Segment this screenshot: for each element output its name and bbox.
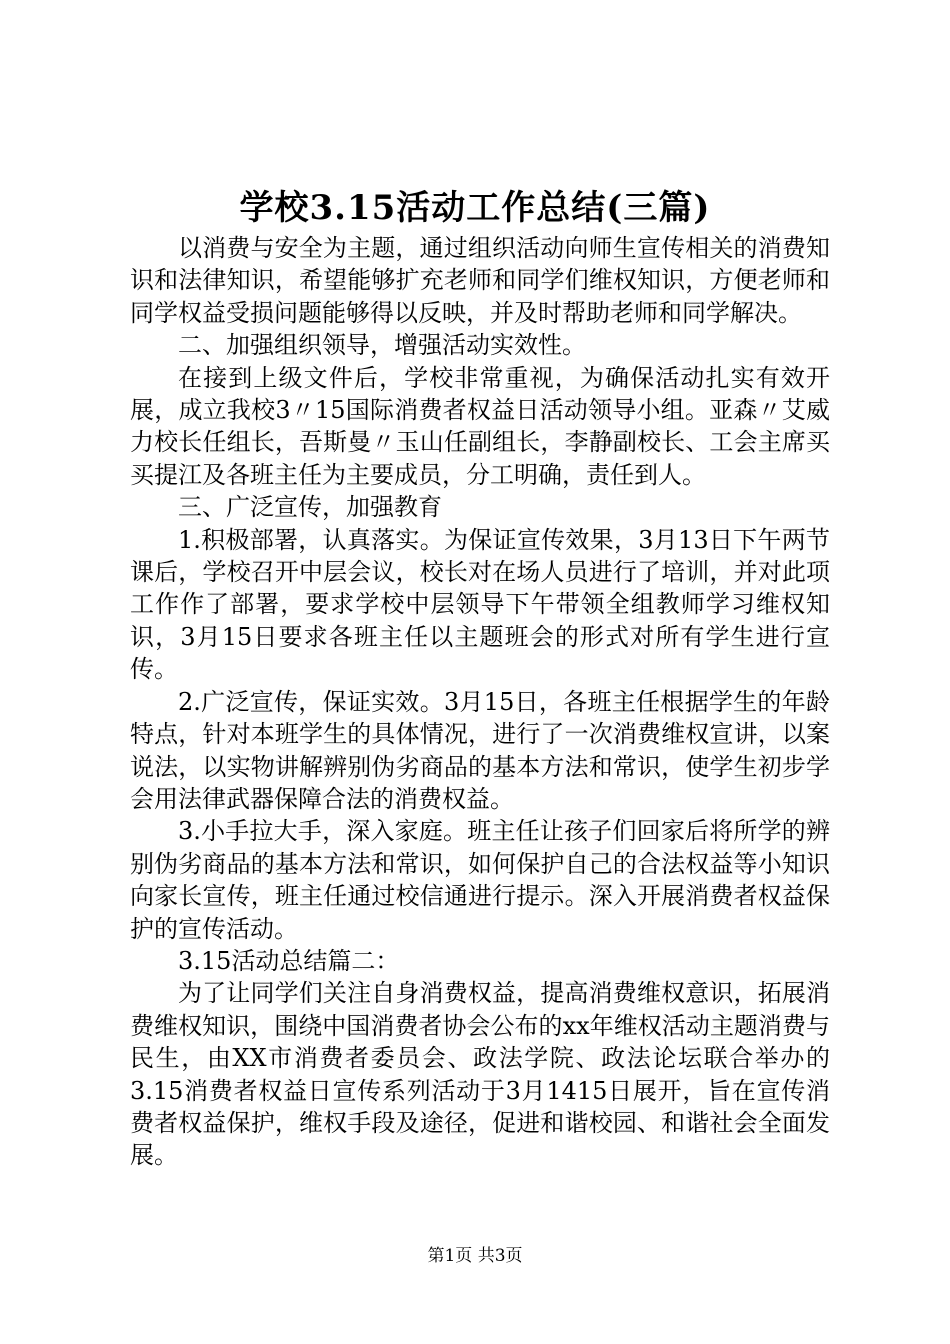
section-heading: 三、广泛宣传，加强教育 (178, 493, 442, 522)
document-body (130, 232, 830, 1172)
document-title: 学校3.15活动工作总结(三篇) (239, 188, 711, 228)
section-heading: 二、加强组织领导，增强活动实效性。 (178, 331, 586, 360)
page-footer: 第1页 共3页 (427, 1246, 523, 1266)
section-heading: 3.15活动总结篇二： (178, 946, 400, 975)
paragraph: 3.小手拉大手，深入家庭。班主任让孩子们回家后将所学的辨别伪劣商品的基本方法和常识，如何保护自己的合法权益等小知识向家长宣传，班主任通过校信通进行提示。深入开展消费者权益保护的宣传活动。 (130, 817, 830, 943)
paragraph: 为了让同学们关注自身消费权益，提高消费维权意识，拓展消费维权知识，围绕中国消费者协会公布的xx年维权活动主题消费与民生，由XX市消费者委员会、政法学院、政法论坛联合举办的3.15消费者权益日宣传系列活动于3月1415日展开，旨在宣传消费者权益保护，维权手段及途径，促进和谐校园、和谐社会全面发展。 (130, 979, 830, 1170)
paragraph: 以消费与安全为主题，通过组织活动向师生宣传相关的消费知识和法律知识，希望能够扩充老师和同学们维权知识，方便老师和同学权益受损问题能够得以反映，并及时帮助老师和同学解决。 (130, 234, 830, 327)
paragraph: 在接到上级文件后，学校非常重视，为确保活动扎实有效开展，成立我校3〃15国际消费者权益日活动领导小组。亚森〃艾威力校长任组长，吾斯曼〃玉山任副组长，李静副校长、工会主席买买提江及各班主任为主要成员，分工明确，责任到人。 (130, 363, 830, 489)
paragraph: 2.广泛宣传，保证实效。3月15日，各班主任根据学生的年龄特点，针对本班学生的具体情况，进行了一次消费维权宣讲，以案说法，以实物讲解辨别伪劣商品的基本方法和常识，使学生初步学会用法律武器保障合法的消费权益。 (130, 687, 830, 813)
paragraph: 1.积极部署，认真落实。为保证宣传效果，3月13日下午两节课后，学校召开中层会议，校长对在场人员进行了培训，并对此项工作作了部署，要求学校中层领导下午带领全组教师学习维权知识，3月15日要求各班主任以主题班会的形式对所有学生进行宣传。 (130, 525, 830, 684)
